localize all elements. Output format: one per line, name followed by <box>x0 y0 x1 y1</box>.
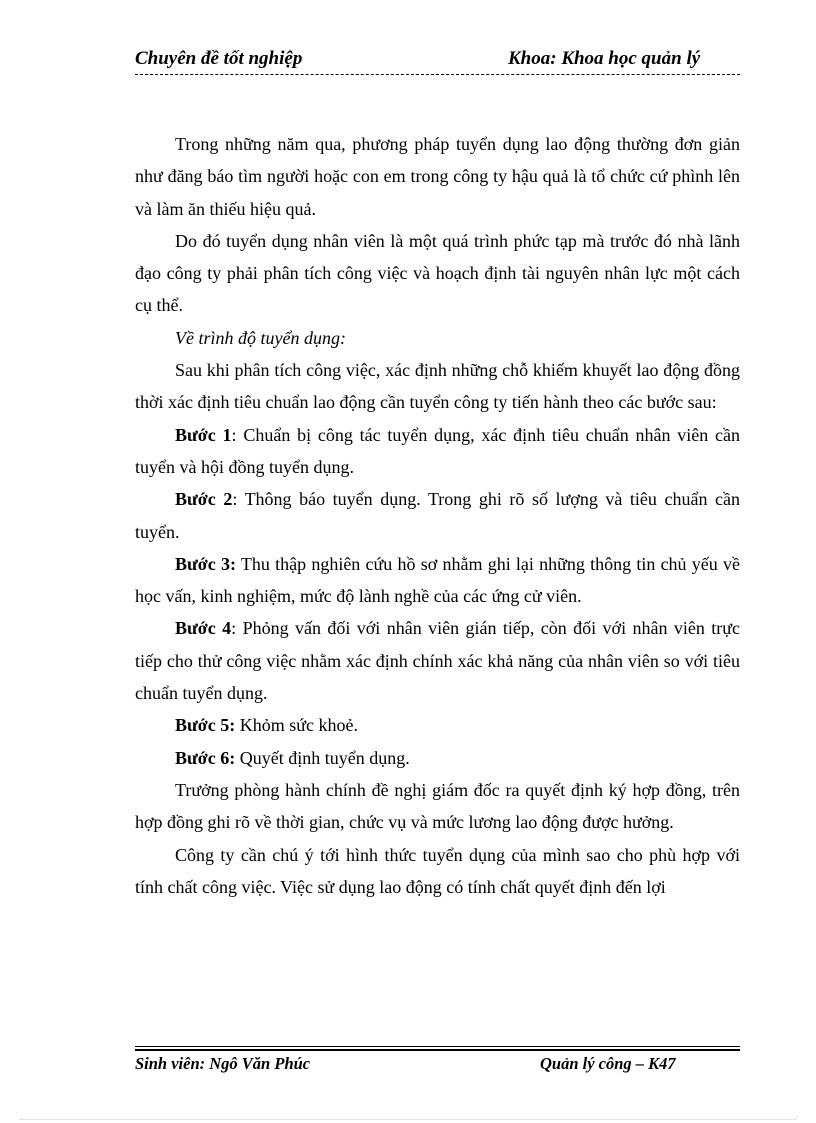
step-2 <box>135 483 740 548</box>
section-heading: Về trình độ tuyển dụng: <box>175 327 346 348</box>
page-edge <box>20 1119 796 1120</box>
step-text: Thu thập nghiên cứu hồ sơ nhằm ghi lại những thông tin chủ yếu về học vấn, kinh nghiệm, mức độ lành nghề của các ứng cử viên. <box>135 553 740 607</box>
step-text: : Phỏng vấn đối với nhân viên gián tiếp, còn đối với nhân viên trực tiếp cho thử công việc nhằm xác định chính xác khả năng của nhân viên so với tiêu chuẩn tuyển dụng. <box>135 618 740 704</box>
step-3 <box>135 548 740 613</box>
header-rule <box>135 74 740 75</box>
step-label: Bước 1 <box>175 424 232 445</box>
footer-student: Sinh viên: Ngô Văn Phúc <box>135 1054 311 1073</box>
step-text: Khỏm sức khoẻ. <box>235 715 359 736</box>
step-5 <box>135 709 740 741</box>
footer-class: Quản lý công – K47 <box>540 1054 676 1073</box>
page-header <box>135 48 740 78</box>
footer-rule <box>135 1046 740 1047</box>
header-title: Chuyên đề tốt nghiệp <box>135 48 303 69</box>
paragraph: Trong những năm qua, phương pháp tuyển dụng lao động thường đơn giản như đăng báo tìm người hoặc con em trong công ty hậu quả là tổ chức cứ phình lên và làm ăn thiếu hiệu quả. <box>135 134 740 219</box>
step-6 <box>135 742 740 774</box>
document-body <box>135 128 740 903</box>
step-label: Bước 4 <box>175 618 232 639</box>
footer-rule-thick <box>135 1049 740 1051</box>
step-label: Bước 3: <box>175 553 236 574</box>
step-label: Bước 5: <box>175 715 236 736</box>
step-text: : Chuẩn bị công tác tuyển dụng, xác định tiêu chuẩn nhân viên cần tuyển và hội đồng tuyển dụng. <box>135 424 740 477</box>
step-text: Quyết định tuyển dụng. <box>235 747 410 768</box>
page-footer <box>135 1046 740 1076</box>
step-1 <box>135 419 740 484</box>
step-text: : Thông báo tuyển dụng. Trong ghi rõ số lượng và tiêu chuẩn cần tuyển. <box>135 489 740 542</box>
paragraph: Công ty cần chú ý tới hình thức tuyển dụng của mình sao cho phù hợp với tính chất công việc. Việc sử dụng lao động có tính chất quyết định đến lợi <box>135 844 740 897</box>
paragraph: Do đó tuyển dụng nhân viên là một quá trình phức tạp mà trước đó nhà lãnh đạo công ty phải phân tích công việc và hoạch định tài nguyên nhân lực một cách cụ thể. <box>135 230 740 316</box>
paragraph: Trưởng phòng hành chính đề nghị giám đốc ra quyết định ký hợp đồng, trên hợp đồng ghi rõ về thời gian, chức vụ và mức lương lao động được hưởng. <box>135 779 740 833</box>
paragraph: Sau khi phân tích công việc, xác định những chỗ khiếm khuyết lao động đồng thời xác định tiêu chuẩn lao động cần tuyển công ty tiến hành theo các bước sau: <box>135 360 740 413</box>
step-4 <box>135 612 740 709</box>
header-department: Khoa: Khoa học quản lý <box>508 48 701 69</box>
step-label: Bước 2 <box>175 489 233 510</box>
step-label: Bước 6: <box>175 747 236 768</box>
